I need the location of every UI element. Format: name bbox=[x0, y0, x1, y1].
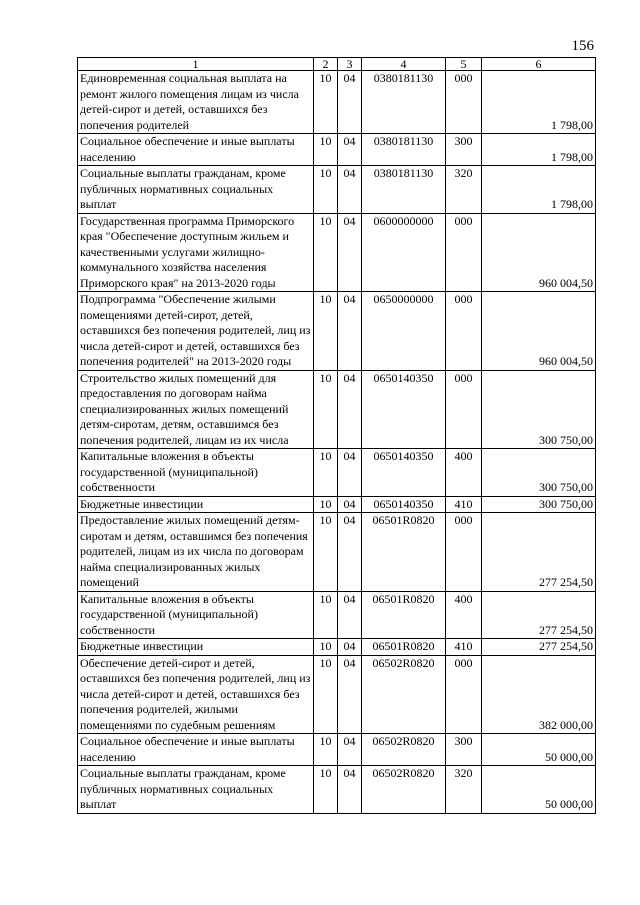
amount-cell: 1 798,00 bbox=[482, 134, 596, 166]
subsection-code-cell: 04 bbox=[338, 639, 362, 656]
amount-cell: 277 254,50 bbox=[482, 639, 596, 656]
table-row bbox=[78, 591, 596, 639]
amount-cell: 960 004,50 bbox=[482, 292, 596, 371]
section-code-cell: 10 bbox=[314, 513, 338, 592]
table-row bbox=[78, 513, 596, 592]
expense-type-cell: 300 bbox=[446, 134, 482, 166]
page-number: 156 bbox=[571, 38, 594, 54]
subsection-code-cell: 04 bbox=[338, 134, 362, 166]
row-name-cell: Предоставление жилых помещений детям-сиротам и детям, оставшимся без попечения родителей, лицам из их числа по договорам найма специализированных жилых помещений bbox=[78, 513, 314, 592]
subsection-code-cell: 04 bbox=[338, 513, 362, 592]
table-row bbox=[78, 655, 596, 734]
table-row bbox=[78, 370, 596, 449]
table-row bbox=[78, 71, 596, 134]
row-name-cell: Социальные выплаты гражданам, кроме публичных нормативных социальных выплат bbox=[78, 766, 314, 814]
table-row bbox=[78, 734, 596, 766]
table-row bbox=[78, 166, 596, 214]
table-row bbox=[78, 449, 596, 497]
amount-cell: 382 000,00 bbox=[482, 655, 596, 734]
subsection-code-cell: 04 bbox=[338, 213, 362, 292]
amount-cell: 960 004,50 bbox=[482, 213, 596, 292]
row-name-cell: Социальные выплаты гражданам, кроме публичных нормативных социальных выплат bbox=[78, 166, 314, 214]
amount-cell: 50 000,00 bbox=[482, 766, 596, 814]
subsection-code-cell: 04 bbox=[338, 734, 362, 766]
expense-type-cell: 000 bbox=[446, 513, 482, 592]
subsection-code-cell: 04 bbox=[338, 591, 362, 639]
section-code-cell: 10 bbox=[314, 292, 338, 371]
section-code-cell: 10 bbox=[314, 591, 338, 639]
expense-type-cell: 400 bbox=[446, 591, 482, 639]
amount-cell: 1 798,00 bbox=[482, 71, 596, 134]
subsection-code-cell: 04 bbox=[338, 166, 362, 214]
row-name-cell: Бюджетные инвестиции bbox=[78, 496, 314, 513]
table-body bbox=[78, 58, 596, 814]
target-article-cell: 0650140350 bbox=[362, 496, 446, 513]
section-code-cell: 10 bbox=[314, 655, 338, 734]
row-name-cell: Обеспечение детей-сирот и детей, оставшихся без попечения родителей, лиц из числа детей-сирот и детей, оставшихся без попечения родителей, жилыми помещениями по судебным решениям bbox=[78, 655, 314, 734]
amount-cell: 300 750,00 bbox=[482, 496, 596, 513]
section-code-cell: 10 bbox=[314, 134, 338, 166]
expense-type-cell: 000 bbox=[446, 370, 482, 449]
header-col-1: 1 bbox=[78, 58, 314, 71]
expense-type-cell: 000 bbox=[446, 655, 482, 734]
row-name-cell: Единовременная социальная выплата на ремонт жилого помещения лицам из числа детей-сирот и детей, оставшихся без попечения родителей bbox=[78, 71, 314, 134]
row-name-cell: Социальное обеспечение и иные выплаты населению bbox=[78, 734, 314, 766]
target-article-cell: 0380181130 bbox=[362, 166, 446, 214]
amount-cell: 277 254,50 bbox=[482, 513, 596, 592]
target-article-cell: 0380181130 bbox=[362, 134, 446, 166]
target-article-cell: 06502R0820 bbox=[362, 655, 446, 734]
expense-type-cell: 000 bbox=[446, 71, 482, 134]
header-col-4: 4 bbox=[362, 58, 446, 71]
amount-cell: 1 798,00 bbox=[482, 166, 596, 214]
subsection-code-cell: 04 bbox=[338, 71, 362, 134]
target-article-cell: 0650140350 bbox=[362, 370, 446, 449]
subsection-code-cell: 04 bbox=[338, 766, 362, 814]
target-article-cell: 06501R0820 bbox=[362, 591, 446, 639]
header-col-2: 2 bbox=[314, 58, 338, 71]
subsection-code-cell: 04 bbox=[338, 655, 362, 734]
section-code-cell: 10 bbox=[314, 496, 338, 513]
target-article-cell: 0650000000 bbox=[362, 292, 446, 371]
row-name-cell: Строительство жилых помещений для предоставления по договорам найма специализированных жилых помещений детям-сиротам, детям, оставшимся без попечения родителей, лицам из их числа bbox=[78, 370, 314, 449]
expense-type-cell: 000 bbox=[446, 292, 482, 371]
header-col-5: 5 bbox=[446, 58, 482, 71]
table-row bbox=[78, 134, 596, 166]
section-code-cell: 10 bbox=[314, 734, 338, 766]
row-name-cell: Бюджетные инвестиции bbox=[78, 639, 314, 656]
expense-type-cell: 400 bbox=[446, 449, 482, 497]
table-row bbox=[78, 766, 596, 814]
subsection-code-cell: 04 bbox=[338, 449, 362, 497]
amount-cell: 277 254,50 bbox=[482, 591, 596, 639]
target-article-cell: 0600000000 bbox=[362, 213, 446, 292]
target-article-cell: 0650140350 bbox=[362, 449, 446, 497]
table-row bbox=[78, 639, 596, 656]
target-article-cell: 06501R0820 bbox=[362, 513, 446, 592]
row-name-cell: Социальное обеспечение и иные выплаты населению bbox=[78, 134, 314, 166]
row-name-cell: Подпрограмма "Обеспечение жилыми помещениями детей-сирот, детей, оставшихся без попечения родителей, лиц из числа детей-сирот и детей, оставшихся без попечения родителей" на 2013-2020 годы bbox=[78, 292, 314, 371]
target-article-cell: 06502R0820 bbox=[362, 766, 446, 814]
subsection-code-cell: 04 bbox=[338, 292, 362, 371]
section-code-cell: 10 bbox=[314, 766, 338, 814]
expense-type-cell: 410 bbox=[446, 496, 482, 513]
section-code-cell: 10 bbox=[314, 370, 338, 449]
budget-table bbox=[77, 57, 596, 814]
target-article-cell: 06502R0820 bbox=[362, 734, 446, 766]
subsection-code-cell: 04 bbox=[338, 370, 362, 449]
header-col-6: 6 bbox=[482, 58, 596, 71]
expense-type-cell: 300 bbox=[446, 734, 482, 766]
section-code-cell: 10 bbox=[314, 166, 338, 214]
table-row bbox=[78, 292, 596, 371]
expense-type-cell: 320 bbox=[446, 766, 482, 814]
amount-cell: 300 750,00 bbox=[482, 449, 596, 497]
table-header-row bbox=[78, 58, 596, 71]
table-row bbox=[78, 496, 596, 513]
row-name-cell: Капитальные вложения в объекты государственной (муниципальной) собственности bbox=[78, 591, 314, 639]
amount-cell: 50 000,00 bbox=[482, 734, 596, 766]
row-name-cell: Капитальные вложения в объекты государственной (муниципальной) собственности bbox=[78, 449, 314, 497]
expense-type-cell: 410 bbox=[446, 639, 482, 656]
target-article-cell: 0380181130 bbox=[362, 71, 446, 134]
section-code-cell: 10 bbox=[314, 449, 338, 497]
table-row bbox=[78, 213, 596, 292]
header-col-3: 3 bbox=[338, 58, 362, 71]
expense-type-cell: 000 bbox=[446, 213, 482, 292]
section-code-cell: 10 bbox=[314, 639, 338, 656]
expense-type-cell: 320 bbox=[446, 166, 482, 214]
subsection-code-cell: 04 bbox=[338, 496, 362, 513]
row-name-cell: Государственная программа Приморского края "Обеспечение доступным жильем и качественными услугами жилищно-коммунального хозяйства населения Приморского края" на 2013-2020 годы bbox=[78, 213, 314, 292]
section-code-cell: 10 bbox=[314, 213, 338, 292]
section-code-cell: 10 bbox=[314, 71, 338, 134]
amount-cell: 300 750,00 bbox=[482, 370, 596, 449]
target-article-cell: 06501R0820 bbox=[362, 639, 446, 656]
